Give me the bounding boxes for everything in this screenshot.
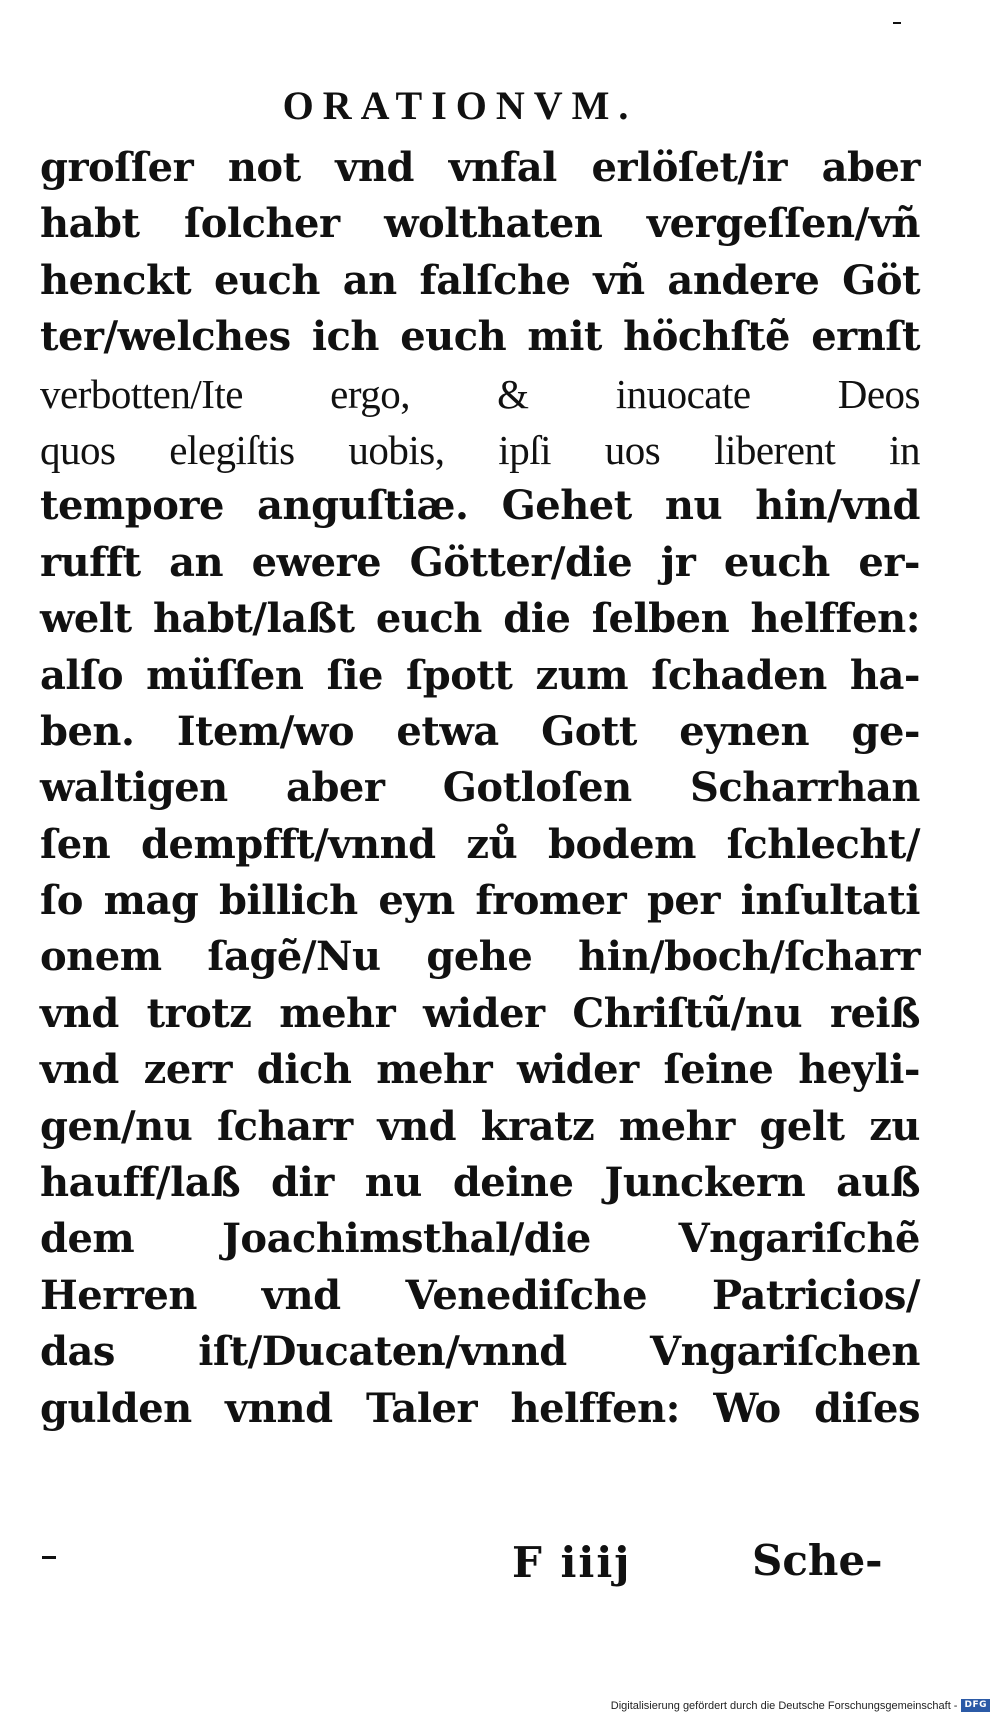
text-line: welt habt/laßt euch die ſelben helffen: xyxy=(40,595,920,643)
text-block xyxy=(40,140,920,1437)
text-line: gulden vnnd Taler helffen: Wo diſes xyxy=(40,1384,920,1432)
text-line: waltigen aber Gotloſen Scharrhan xyxy=(40,764,920,812)
text-line: ter/welches ich euch mit höchſtẽ ernſt xyxy=(40,313,920,361)
catchword: Sche- xyxy=(752,1536,883,1585)
text-line: habt ſolcher wolthaten vergeſſen/vñ xyxy=(40,200,920,248)
text-line: tempore anguſtiæ. Gehet nu hin/vnd xyxy=(40,482,920,530)
text-line: groſſer not vnd vnfal erlöſet/ir aber xyxy=(40,144,920,191)
text-line: rufft an ewere Götter/die jr euch er- xyxy=(40,538,920,586)
text-line: ben. Item/wo etwa Gott eynen ge- xyxy=(40,707,920,755)
text-line: verbotten/Ite ergo, & inuocate Deos xyxy=(40,370,920,417)
text-line: vnd zerr dich mehr wider ſeine heyli- xyxy=(40,1046,920,1094)
corner-mark xyxy=(893,22,901,24)
margin-tick xyxy=(42,1556,56,1559)
dfg-logo: DFG xyxy=(961,1699,990,1712)
text-line: das iſt/Ducaten/vnnd Vngariſchen xyxy=(40,1328,920,1376)
text-line: henckt euch an falſche vñ andere Göt xyxy=(40,256,920,304)
text-line: ſen dempfft/vnnd zů bodem ſchlecht/ xyxy=(40,820,920,868)
text-line: hauff/laß dir nu deine Junckern auß xyxy=(40,1159,920,1207)
running-head: ORATIONVM. xyxy=(282,83,638,128)
text-line: ſo mag billich eyn fromer per inſultati xyxy=(40,877,920,925)
signature-mark: F iiij xyxy=(512,1538,632,1587)
text-line: gen/nu ſcharr vnd kratz mehr gelt zu xyxy=(40,1102,920,1150)
text-line: vnd trotz mehr wider Chriſtũ/nu reiß xyxy=(40,989,920,1037)
text-line: onem ſagẽ/Nu gehe hin/boch/ſcharr xyxy=(40,933,920,981)
text-line: Herren vnd Venediſche Patricios/ xyxy=(40,1271,920,1319)
text-line: dem Joachimsthal/die Vngariſchẽ xyxy=(40,1215,920,1263)
footer xyxy=(611,1699,990,1712)
footer-text: Digitalisierung gefördert durch die Deutsche Forschungsgemeinschaft - xyxy=(610,1699,958,1712)
text-line: alſo müſſen ſie ſpott zum ſchaden ha- xyxy=(40,651,920,699)
text-line: quos elegiſtis uobis, ipſi uos liberent in xyxy=(40,426,920,473)
